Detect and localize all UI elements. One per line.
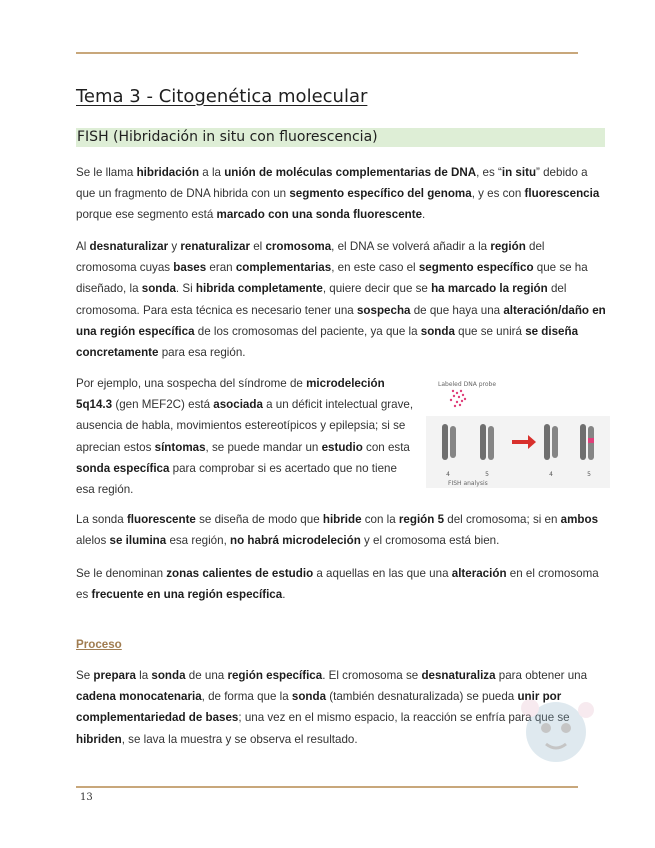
figure-bottom-label: FISH analysis — [448, 480, 488, 487]
figure-top-label: Labeled DNA probe — [438, 381, 497, 388]
paragraph-sonda-fluorescente: La sonda fluorescente se diseña de modo que hibride con la región 5 del cromosoma; si en ambos alelos se ilumina esa región, no habrá microdeleción y el cromosoma está bien. — [76, 513, 599, 548]
svg-text:4: 4 — [549, 471, 553, 478]
paragraph-hibridacion: Se le llama hibridación a la unión de moléculas complementarias de DNA, es “in situ” debido a que un fragmento de DNA hibrida con un segmento específico del genoma, y es con fluorescencia porque ese segmento está marcado con una sonda fluorescente. — [76, 166, 600, 222]
paragraph-desnaturalizar: Al desnaturalizar y renaturalizar el cromosoma, el DNA se volverá añadir a la región del cromosoma cuyas bases eran complementarias, en este caso el segmento específico que se ha diseñado, la sonda. Si hibrida completamente, quiere decir que se ha marcado la región del cromosoma. Para esta técnica es necesario tener una sospecha de que haya una alteración/daño en una región específica de los cromosomas del paciente, ya que la sonda que se unirá se diseña concretamente para esa región. — [76, 240, 606, 360]
paragraph-proceso: Se prepara la sonda de una región específica. El cromosoma se desnaturaliza para obtener una cadena monocatenaria, de forma que la sonda (también desnaturalizada) se pueda unir por complementariedad de bases; una vez en el mismo espacio, la reacción se enfría para que se hibriden, se lava la muestra y se observa el resultado. — [76, 669, 588, 746]
mascot-watermark-icon — [502, 686, 610, 782]
paragraph-ejemplo: Por ejemplo, una sospecha del síndrome de microdeleción 5q14.3 (gen MEF2C) está asociada a un déficit intelectual grave, ausencia de habla, movimientos estereotípicos y epilepsia; si se aprecian estos síntomas, se puede mandar un estudio con esta sonda específica para comprobar si es acertado que no tiene esa región. — [76, 377, 414, 497]
fish-diagram — [426, 376, 610, 488]
top-rule — [76, 52, 578, 54]
svg-text:5: 5 — [485, 471, 489, 478]
fish-figure — [426, 376, 610, 488]
svg-text:5: 5 — [587, 471, 591, 478]
svg-text:4: 4 — [446, 471, 450, 478]
probe-dots — [450, 390, 466, 407]
paragraph-zonas-calientes: Se le denominan zonas calientes de estudio a aquellas en las que una alteración en el cromosoma es frecuente en una región específica. — [76, 567, 599, 602]
page-title: Tema 3 - Citogenética molecular — [76, 86, 368, 107]
section-heading-fish: FISH (Hibridación in situ con fluorescencia) — [76, 128, 605, 147]
subheading-proceso: Proceso — [76, 638, 122, 651]
bottom-rule — [76, 786, 578, 788]
page-number: 13 — [80, 792, 93, 803]
